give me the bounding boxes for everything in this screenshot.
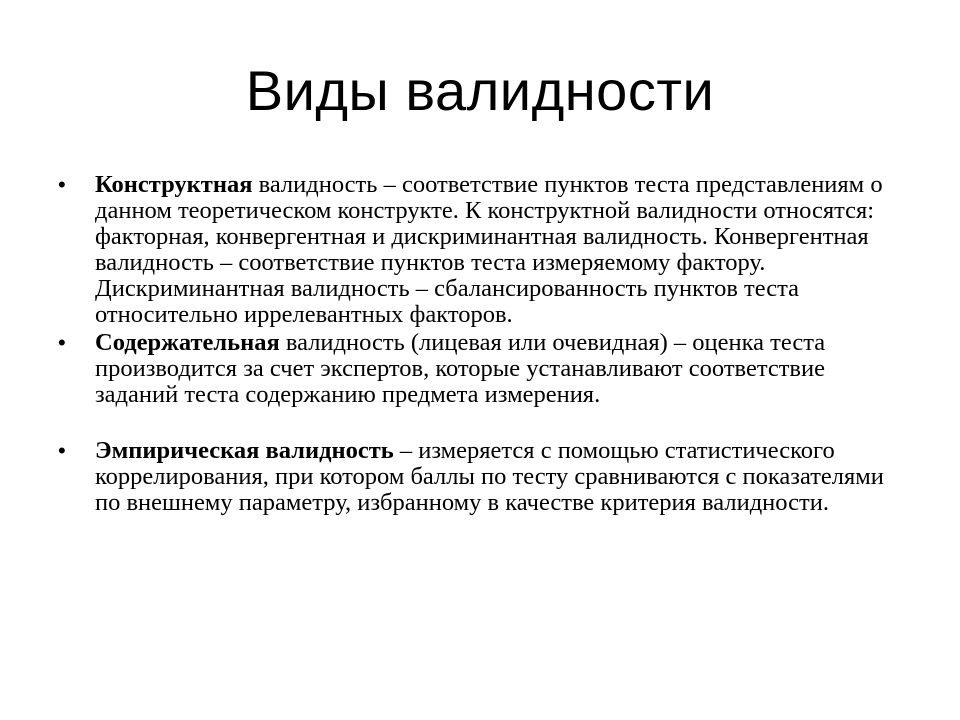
bullet-text: валидность – соответствие пунктов теста представлениям о данном теоретическом конструкте. К конструктной валидности относятся: факторная, конвергентная и дискриминантная валидность. Конвергентная валидность – соответствие пунктов теста измеряемому фактору. Дискриминантная валидность – сбалансированность пунктов теста относительно иррелевантных факторов. (95, 171, 883, 328)
bullet-dot-icon: • (58, 330, 66, 355)
bullet-dot-icon: • (58, 172, 66, 197)
bullet-list (58, 172, 908, 516)
bullet-item-construct (58, 172, 908, 328)
bullet-text: валидность (лицевая или очевидная) – оценка теста производится за счет экспертов, которые устанавливают соответствие заданий теста содержанию предмета измерения. (95, 329, 826, 408)
slide-title: Виды валидности (245, 59, 715, 122)
bullet-term: Содержательная (95, 329, 280, 356)
bullet-term: Эмпирическая валидность (95, 437, 394, 464)
bullet-item-content (58, 330, 908, 408)
bullet-item-empirical (58, 438, 908, 516)
bullet-dot-icon: • (58, 438, 66, 463)
bullet-text: – измеряется с помощью статистического коррелирования, при котором баллы по тесту сравниваются с показателями по внешнему параметру, избранному в качестве критерия валидности. (95, 437, 884, 516)
bullet-term: Конструктная (95, 171, 253, 198)
